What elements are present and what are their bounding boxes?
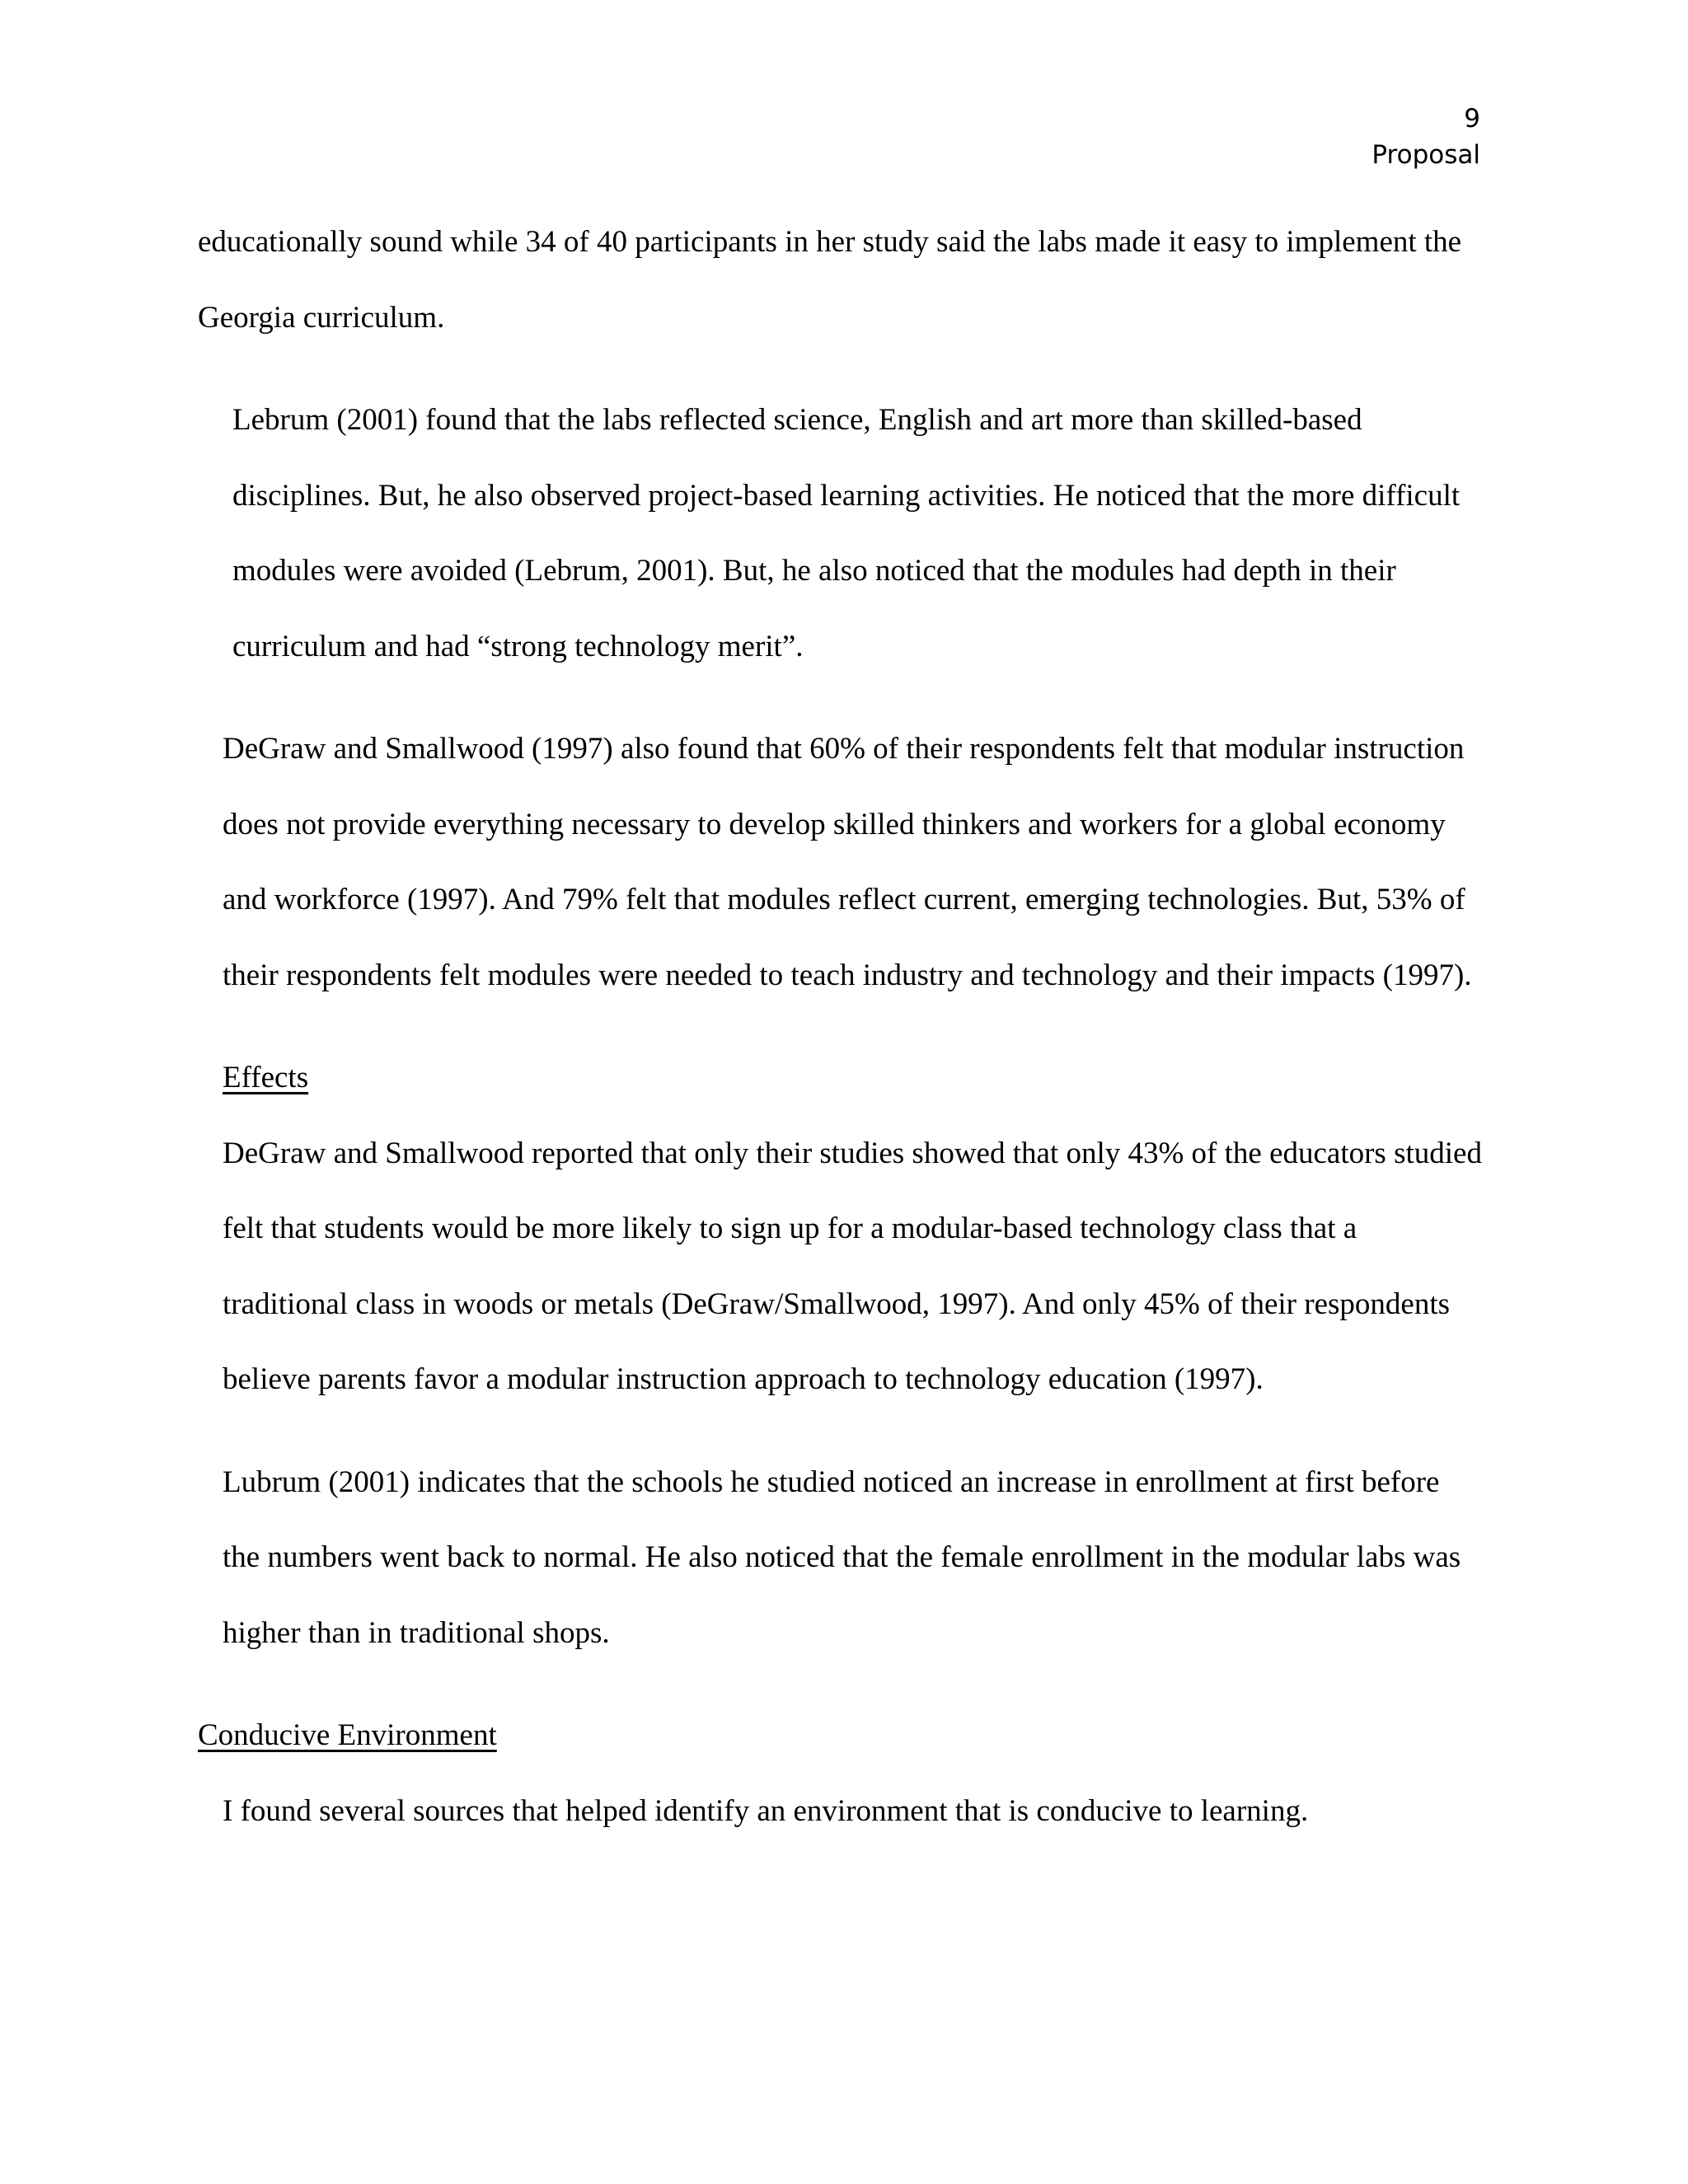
paragraph-degraw-effects: DeGraw and Smallwood reported that only their studies showed that only 43% of the educators studied felt that students would be more likely to sign up for a modular-based technology class that a traditional class in woods or metals (DeGraw/Smallwood, 1997). And only 45% of their respondents believe parents favor a modular instruction approach to technology education (1997). xyxy=(223,1136,1482,1396)
paragraph-continued: educationally sound while 34 of 40 participants in her study said the labs made it easy to implement the Georgia curriculum. xyxy=(198,225,1462,335)
paragraph-degraw-findings: DeGraw and Smallwood (1997) also found that 60% of their respondents felt that modular instruction does not provide everything necessary to develop skilled thinkers and workers for a global economy and workforce (1997). And 79% felt that modules reflect current, emerging technologies. But, 53% of their respondents felt modules were needed to teach industry and technology and their impacts (1997). xyxy=(223,732,1472,992)
section-heading-conducive-environment xyxy=(198,1698,1484,1774)
page-number: 9 xyxy=(1464,104,1480,134)
section-heading-effects xyxy=(198,1040,1484,1116)
paragraph-conducive-environment: I found several sources that helped identify an environment that is conducive to learning. xyxy=(223,1793,1309,1828)
paragraph-lubrum-enrollment: Lubrum (2001) indicates that the schools he studied noticed an increase in enrollment at first before the numbers went back to normal. He also noticed that the female enrollment in the modular labs was higher than in traditional shops. xyxy=(223,1465,1461,1650)
running-head: Proposal xyxy=(1372,140,1480,170)
document-body xyxy=(198,204,1484,1849)
heading-text: Conducive Environment xyxy=(198,1718,497,1752)
paragraph-lebrum-findings: Lebrum (2001) found that the labs reflected science, English and art more than skilled-based disciplines. But, he also observed project-based learning activities. He noticed that the more difficult modules were avoided (Lebrum, 2001). But, he also noticed that the modules had depth in their curriculum and had “strong technology merit”. xyxy=(232,403,1461,663)
heading-text: Effects xyxy=(223,1061,309,1094)
page-header xyxy=(1372,101,1480,173)
